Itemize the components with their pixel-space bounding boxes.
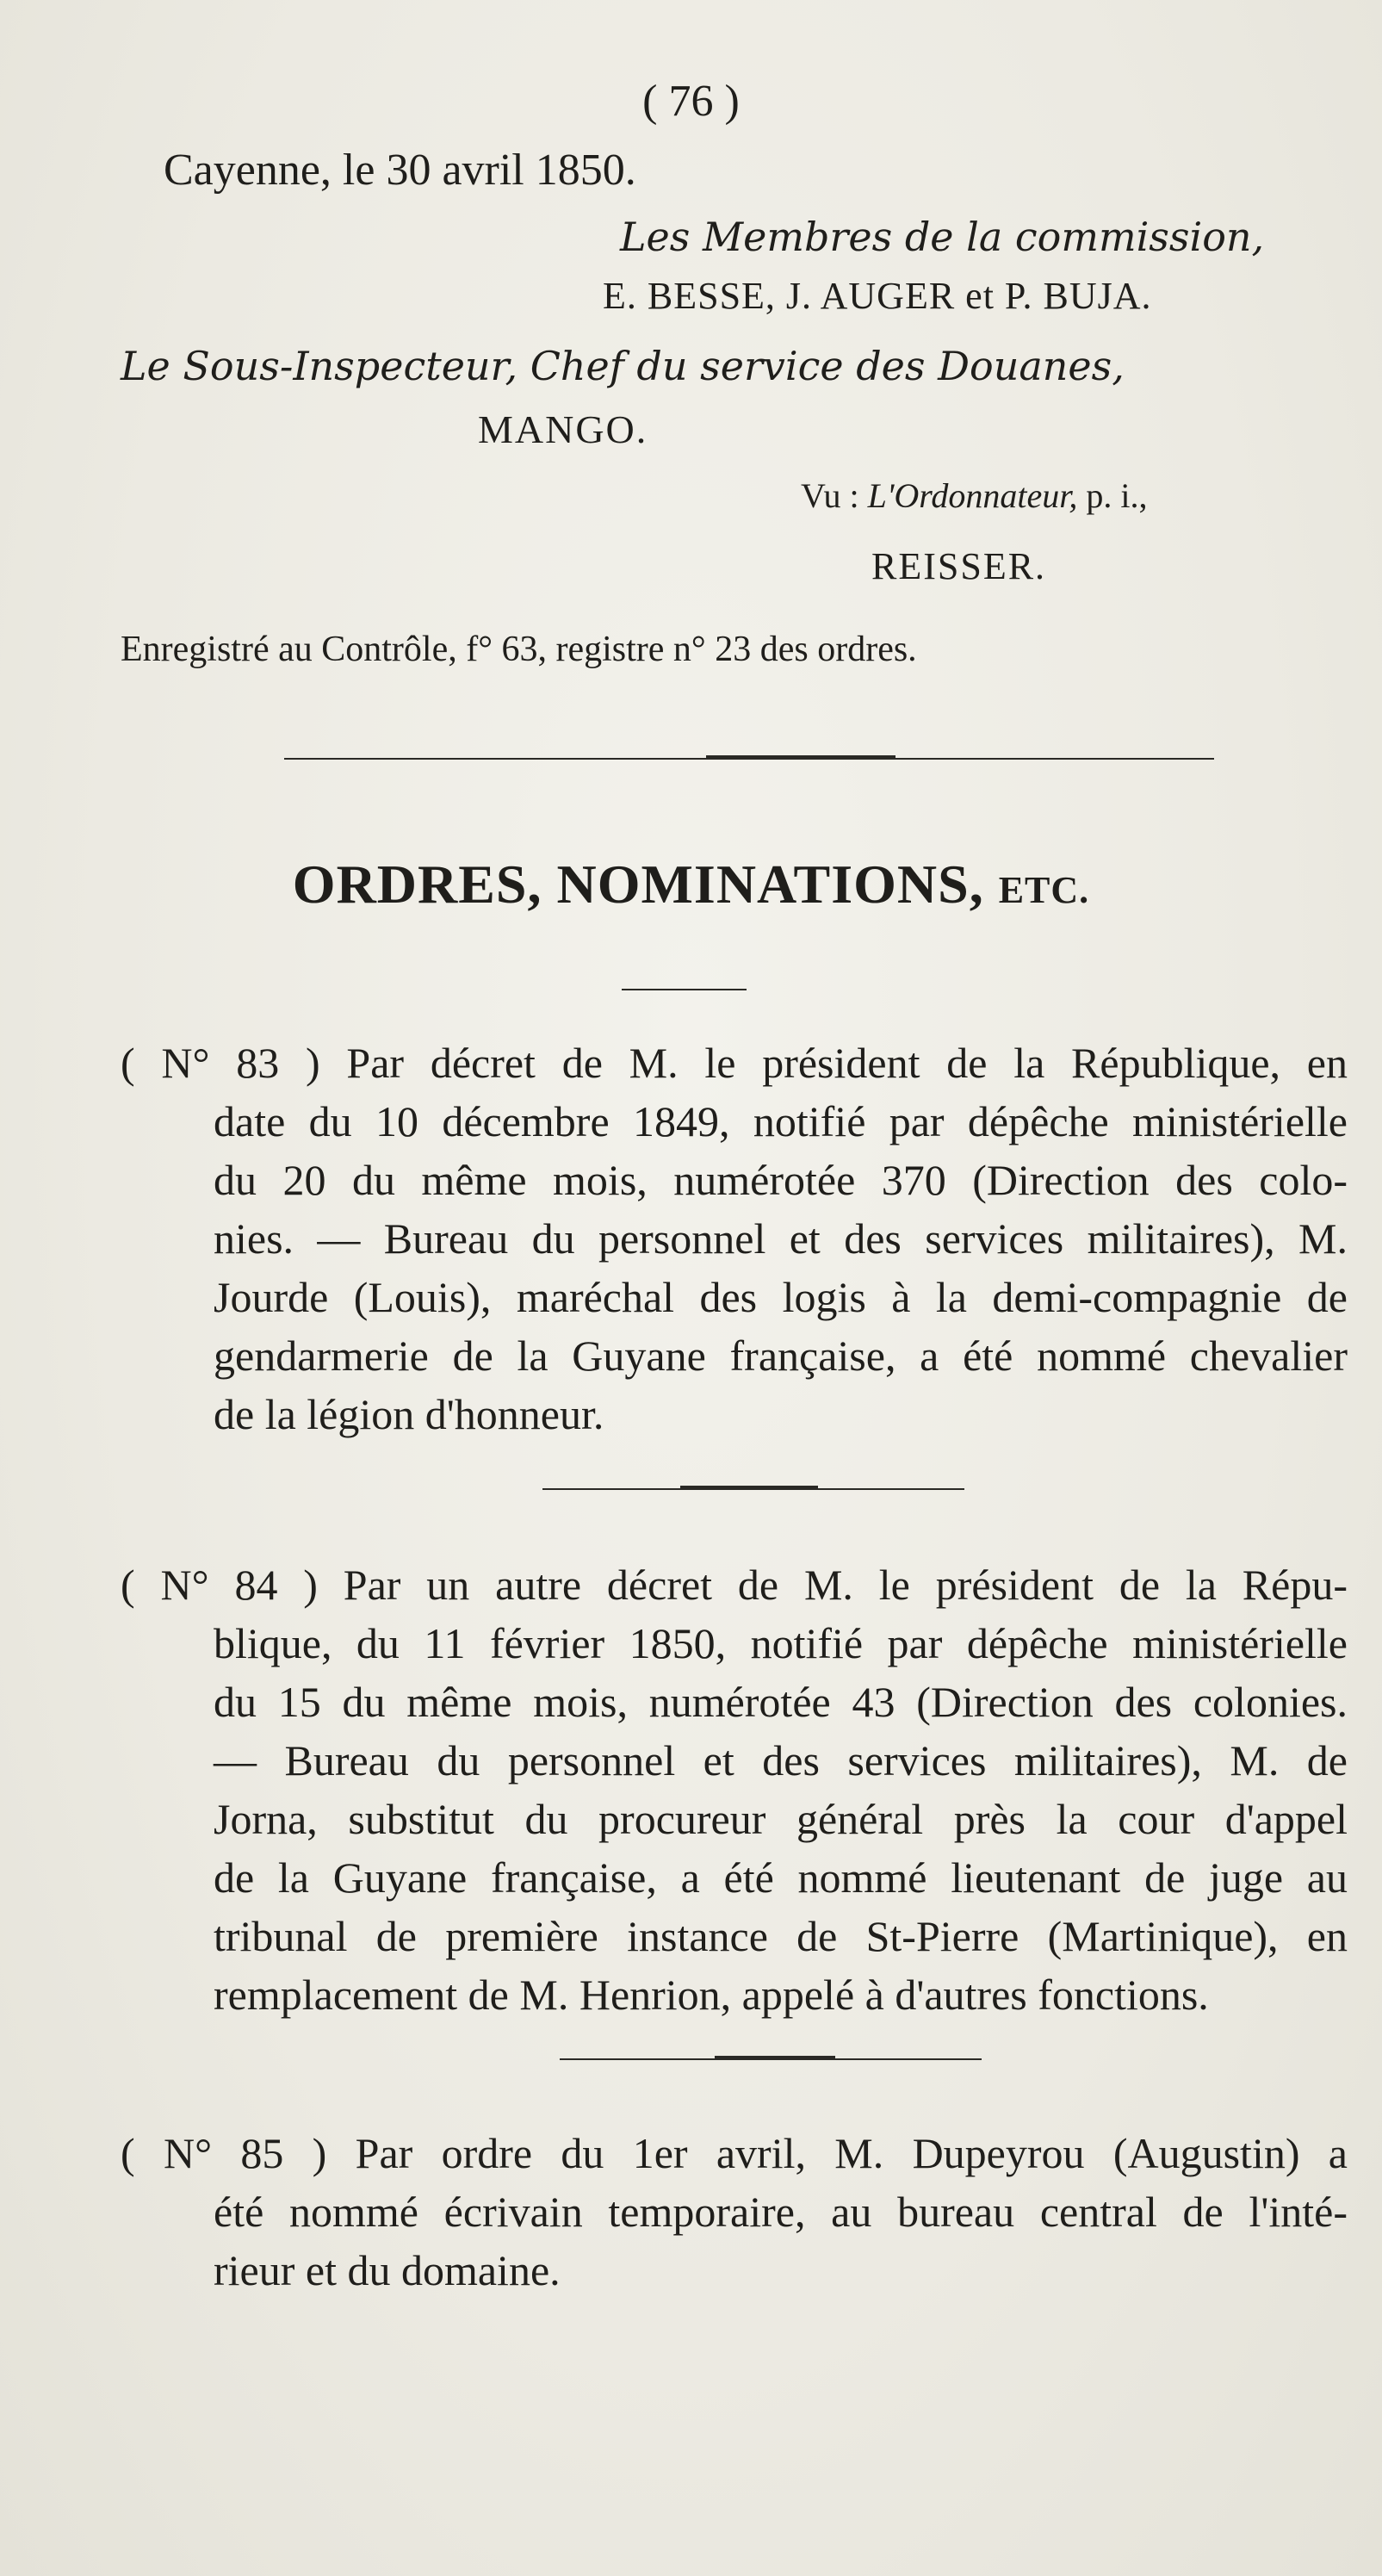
entry-83 [121, 1034, 1348, 1443]
section-heading-small: ETC. [998, 869, 1090, 911]
douanes-signature-name: MANGO. [478, 407, 648, 451]
registration-line: Enregistré au Contrôle, f° 63, registre n° 23 des ordres. [121, 630, 917, 669]
entry-line: du 20 du même mois, numérotée 370 (Direction des colo- [214, 1156, 1348, 1204]
entry-line: nies. — Bureau du personnel et des services militaires), M. [214, 1214, 1348, 1263]
section-heading [0, 853, 1382, 916]
vu-prefix: Vu : [801, 476, 859, 515]
section-heading-main: ORDRES, NOMINATIONS, [292, 853, 984, 915]
entry-line: du 15 du même mois, numérotée 43 (Direction des colonies. [214, 1678, 1348, 1726]
entry-line: date du 10 décembre 1849, notifié par dépêche ministérielle [214, 1097, 1348, 1145]
vu-signature-name: REISSER. [871, 545, 1047, 587]
entry-line: Jorna, substitut du procureur général près la cour d'appel [214, 1795, 1348, 1843]
entry-line: gendarmerie de la Guyane française, a été nommé chevalier [214, 1331, 1348, 1380]
divider-rule-bold [706, 755, 896, 760]
entry-line: de la Guyane française, a été nommé lieutenant de juge au [214, 1853, 1348, 1902]
entry-line: remplacement de M. Henrion, appelé à d'autres fonctions. [214, 1971, 1209, 2019]
vu-role: L'Ordonnateur, [867, 476, 1078, 515]
entry-line: — Bureau du personnel et des services militaires), M. de [214, 1736, 1348, 1785]
entry-line: blique, du 11 février 1850, notifié par dépêche ministérielle [214, 1619, 1348, 1667]
page-number: ( 76 ) [642, 77, 740, 126]
vu-ordonnateur-line [801, 475, 1148, 516]
entry-line: ( N° 85 ) Par ordre du 1er avril, M. Dupeyrou (Augustin) a [121, 2129, 1348, 2177]
entry-line: ( N° 84 ) Par un autre décret de M. le président de la Répu- [121, 1561, 1348, 1609]
divider-rule-bold [680, 1486, 818, 1490]
entry-line: ( N° 83 ) Par décret de M. le président de la République, en [121, 1039, 1348, 1087]
entry-line: de la légion d'honneur. [214, 1390, 604, 1438]
entry-line: été nommé écrivain temporaire, au bureau central de l'inté- [214, 2188, 1348, 2236]
place-date-line: Cayenne, le 30 avril 1850. [164, 146, 636, 195]
douanes-signature-title: Le Sous-Inspecteur, Chef du service des Douanes, [121, 343, 1125, 389]
heading-underline [622, 989, 747, 990]
commission-signature-names: E. BESSE, J. AUGER et P. BUJA. [603, 275, 1152, 317]
divider-rule-bold [715, 2056, 835, 2060]
entry-85 [121, 2124, 1348, 2300]
entry-line: tribunal de première instance de St-Pierre (Martinique), en [214, 1912, 1348, 1960]
entry-line: rieur et du domaine. [214, 2246, 561, 2294]
vu-suffix: p. i., [1086, 476, 1148, 515]
entry-line: Jourde (Louis), maréchal des logis à la demi-compagnie de [214, 1273, 1348, 1321]
entry-84 [121, 1555, 1348, 2024]
commission-signature-title: Les Membres de la commission, [620, 214, 1265, 260]
